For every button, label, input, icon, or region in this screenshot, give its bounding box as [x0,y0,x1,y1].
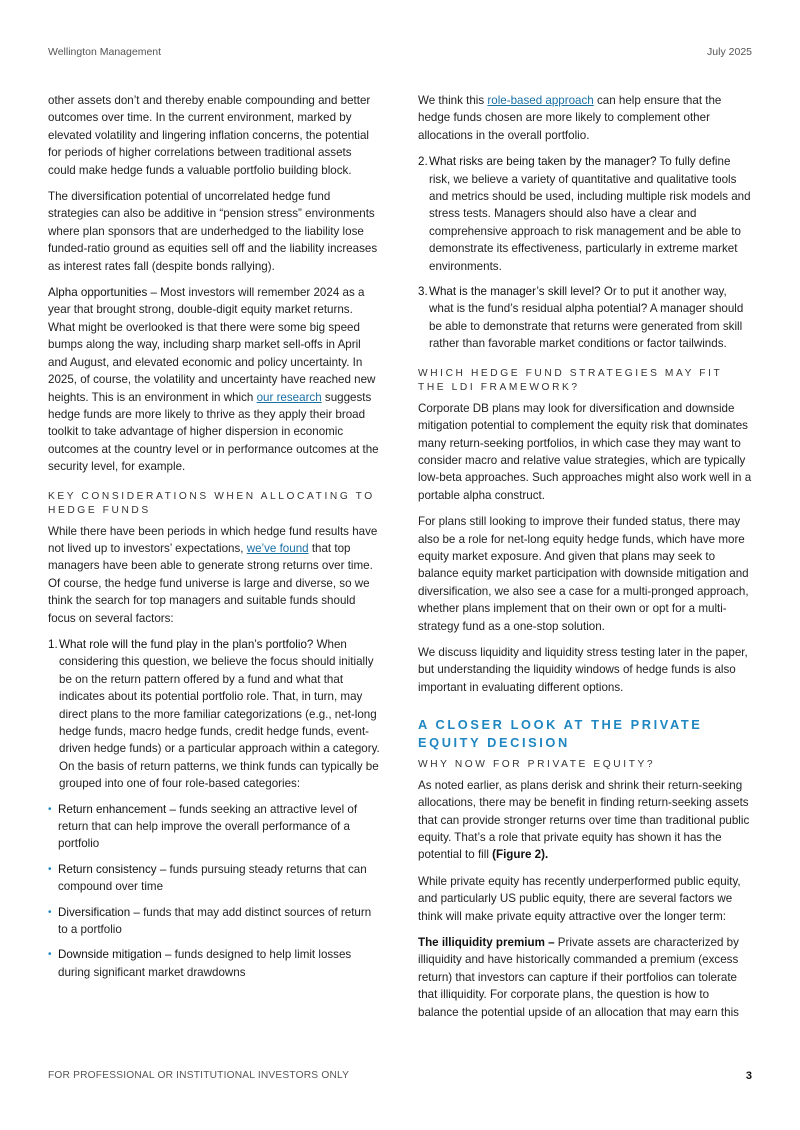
text: that top managers have been able to generate strong returns over time. Of course, the hedge fund universe is large and diverse, so we think the search for top managers and suitable funds should focus on several factors: [48,541,373,625]
page-number: 3 [745,1070,752,1082]
item-number: 1. [48,637,58,651]
text: Most investors will remember 2024 as a year that brought strong, double-digit equity market returns. What might be overlooked is that there were some big speed bumps along the way, including sharp market sell-offs in April and August, and elevated economic and policy uncertainty. In 2025, of course, the volatility and uncertainty have reached new heights. This is an environment in which [48,286,376,404]
text: funds seeking an attractive level of return that can help improve the overall performance of a portfolio [58,802,358,851]
paragraph: While private equity has recently underperformed public equity, and particularly US public equity, there are several factors we think will make private equity attractive over the longer term: [418,874,741,923]
item-number: 3. [418,285,428,299]
bullet-icon: • [48,863,52,875]
numbered-item-2 [418,153,752,275]
bullet-icon: • [48,949,52,961]
figure-ref: (Figure 2). [492,848,549,862]
lead-question: What role will the fund play in the plan’s portfolio? [59,637,314,651]
text: We think this [418,94,488,107]
text: While there have been periods in which hedge fund results have not lived up to investors’ expectations, [48,524,378,555]
paragraph: The diversification potential of uncorrelated hedge fund strategies can also be additive in “pension stress” environments where plan sponsors that are underhedged to the liability lose funded-ratio ground as equities sell off and the liability increases as interest rates fall (despite bonds rallying). [48,190,378,273]
numbered-item-3 [418,283,752,353]
text: As noted earlier, as plans derisk and shrink their return-seeking allocations, there may be benefit in finding return-seeking assets that can provide stronger returns over time than traditional public equity. That’s a role that private equity has shown it has the potential to fill [418,778,750,862]
left-column [48,92,382,989]
bullet-icon: • [48,906,52,918]
header-date: July 2025 [707,46,752,58]
paragraph-alpha [48,284,382,475]
bullet-item [48,904,382,939]
text: funds designed to help limit losses during significant market drawdowns [58,948,352,979]
header-org: Wellington Management [48,46,162,58]
our-research-link[interactable]: our research [256,390,322,404]
subheading: WHY NOW FOR PRIVATE EQUITY? [418,759,656,771]
item-number: 2. [418,155,428,169]
lead-term: Return enhancement – [58,802,176,816]
paragraph [418,777,752,864]
text: To fully define risk, we believe a variety of quantitative and qualitative tools and metrics should be used, including multiple risk models and stress tests. Managers should also have a clear and comprehensive approach to risk management and be able to demonstrate its effectiveness, particularly in extreme market environments. [429,155,751,273]
subheading: KEY CONSIDERATIONS WHEN ALLOCATING TO HEDGE FUNDS [48,490,375,517]
lead-question: What risks are being taken by the manager? [429,155,657,169]
text: suggests hedge funds are more likely to thrive as they apply their broad toolkit to take advantage of higher dispersion in economic outcomes at the country level or in performance outcomes at the security level, for example. [48,390,379,474]
text: Private assets are characterized by illiquidity and have historically commanded a premium (excess return) that investors can capture if their portfolios can tolerate that illiquidity. For corporate plans, the question is how to balance the potential upside of an allocation that may earn this [418,935,739,1019]
paragraph: other assets don’t and thereby enable compounding and better outcomes over time. In the current environment, marked by elevated volatility and lingering inflation concerns, the potential for periods of higher correlations between traditional assets could make hedge funds a valuable portfolio building block. [48,94,371,177]
section-heading: A CLOSER LOOK AT THE PRIVATE EQUITY DECISION [418,717,703,751]
paragraph: Corporate DB plans may look for diversification and downside mitigation potential to complement the equity risk that dominates many return-seeking portfolios, in which case they may want to consider macro and relative value strategies, which are typically low-beta approaches. Such approaches might also work well in a portable alpha construct. [418,401,752,502]
bullet-icon: • [48,803,52,815]
paragraph [418,934,752,1021]
right-column [418,92,752,1030]
lead-question: What is the manager’s skill level? [429,285,601,299]
bullet-item [48,861,382,896]
text: funds pursuing steady returns that can compound over time [58,862,367,894]
paragraph: We discuss liquidity and liquidity stress testing later in the paper, but understanding the liquidity windows of hedge funds is also important in evaluating different options. [418,645,748,694]
paragraph [48,523,382,627]
lead-term: Diversification – [58,905,140,919]
role-based-approach-link[interactable]: role-based approach [487,94,594,107]
text: funds that may add distinct sources of return to a portfolio [58,905,372,937]
weve-found-link[interactable]: we’ve found [246,541,309,555]
lead-term: Alpha opportunities – [48,286,157,300]
footer-disclaimer: FOR PROFESSIONAL OR INSTITUTIONAL INVESTORS ONLY [48,1070,350,1081]
text: can help ensure that the hedge funds chosen are more likely to complement other allocations in the overall portfolio. [418,94,722,142]
text: When considering this question, we believe the focus should initially be on the return pattern offered by a fund and what that indicates about its potential portfolio role. That, in turn, may direct plans to the more familiar categorizations (e.g., net-long hedge funds, macro hedge funds, credit hedge funds, event-driven hedge funds) or a particular approach within a category. On the basis of return patterns, we think funds can typically be grouped into one of four role-based categories: [59,637,380,791]
lead-term: Return consistency – [58,862,167,876]
lead-term: The illiquidity premium – [418,935,555,949]
lead-term: Downside mitigation – [58,948,172,962]
bullet-item [48,946,382,981]
numbered-item-1 [48,636,382,793]
bullet-item [48,801,382,853]
paragraph: For plans still looking to improve their funded status, there may also be a role for net-long equity hedge funds, which have more equity market exposure. And given that plans may seek to balance equity market participation with downside mitigation and diversification, we also see a case for a multi-pronged approach, whether plans implement that on their own or opt for a multi-strategy fund as a one-stop solution. [418,515,749,633]
text: Or to put it another way, what is the fund’s residual alpha potential? A manager should be able to demonstrate that returns were generated from skill rather than favorable market conditions or factor tailwinds. [429,285,744,351]
subheading: WHICH HEDGE FUND STRATEGIES MAY FIT THE LDI FRAMEWORK? [418,367,723,394]
paragraph [418,92,752,144]
